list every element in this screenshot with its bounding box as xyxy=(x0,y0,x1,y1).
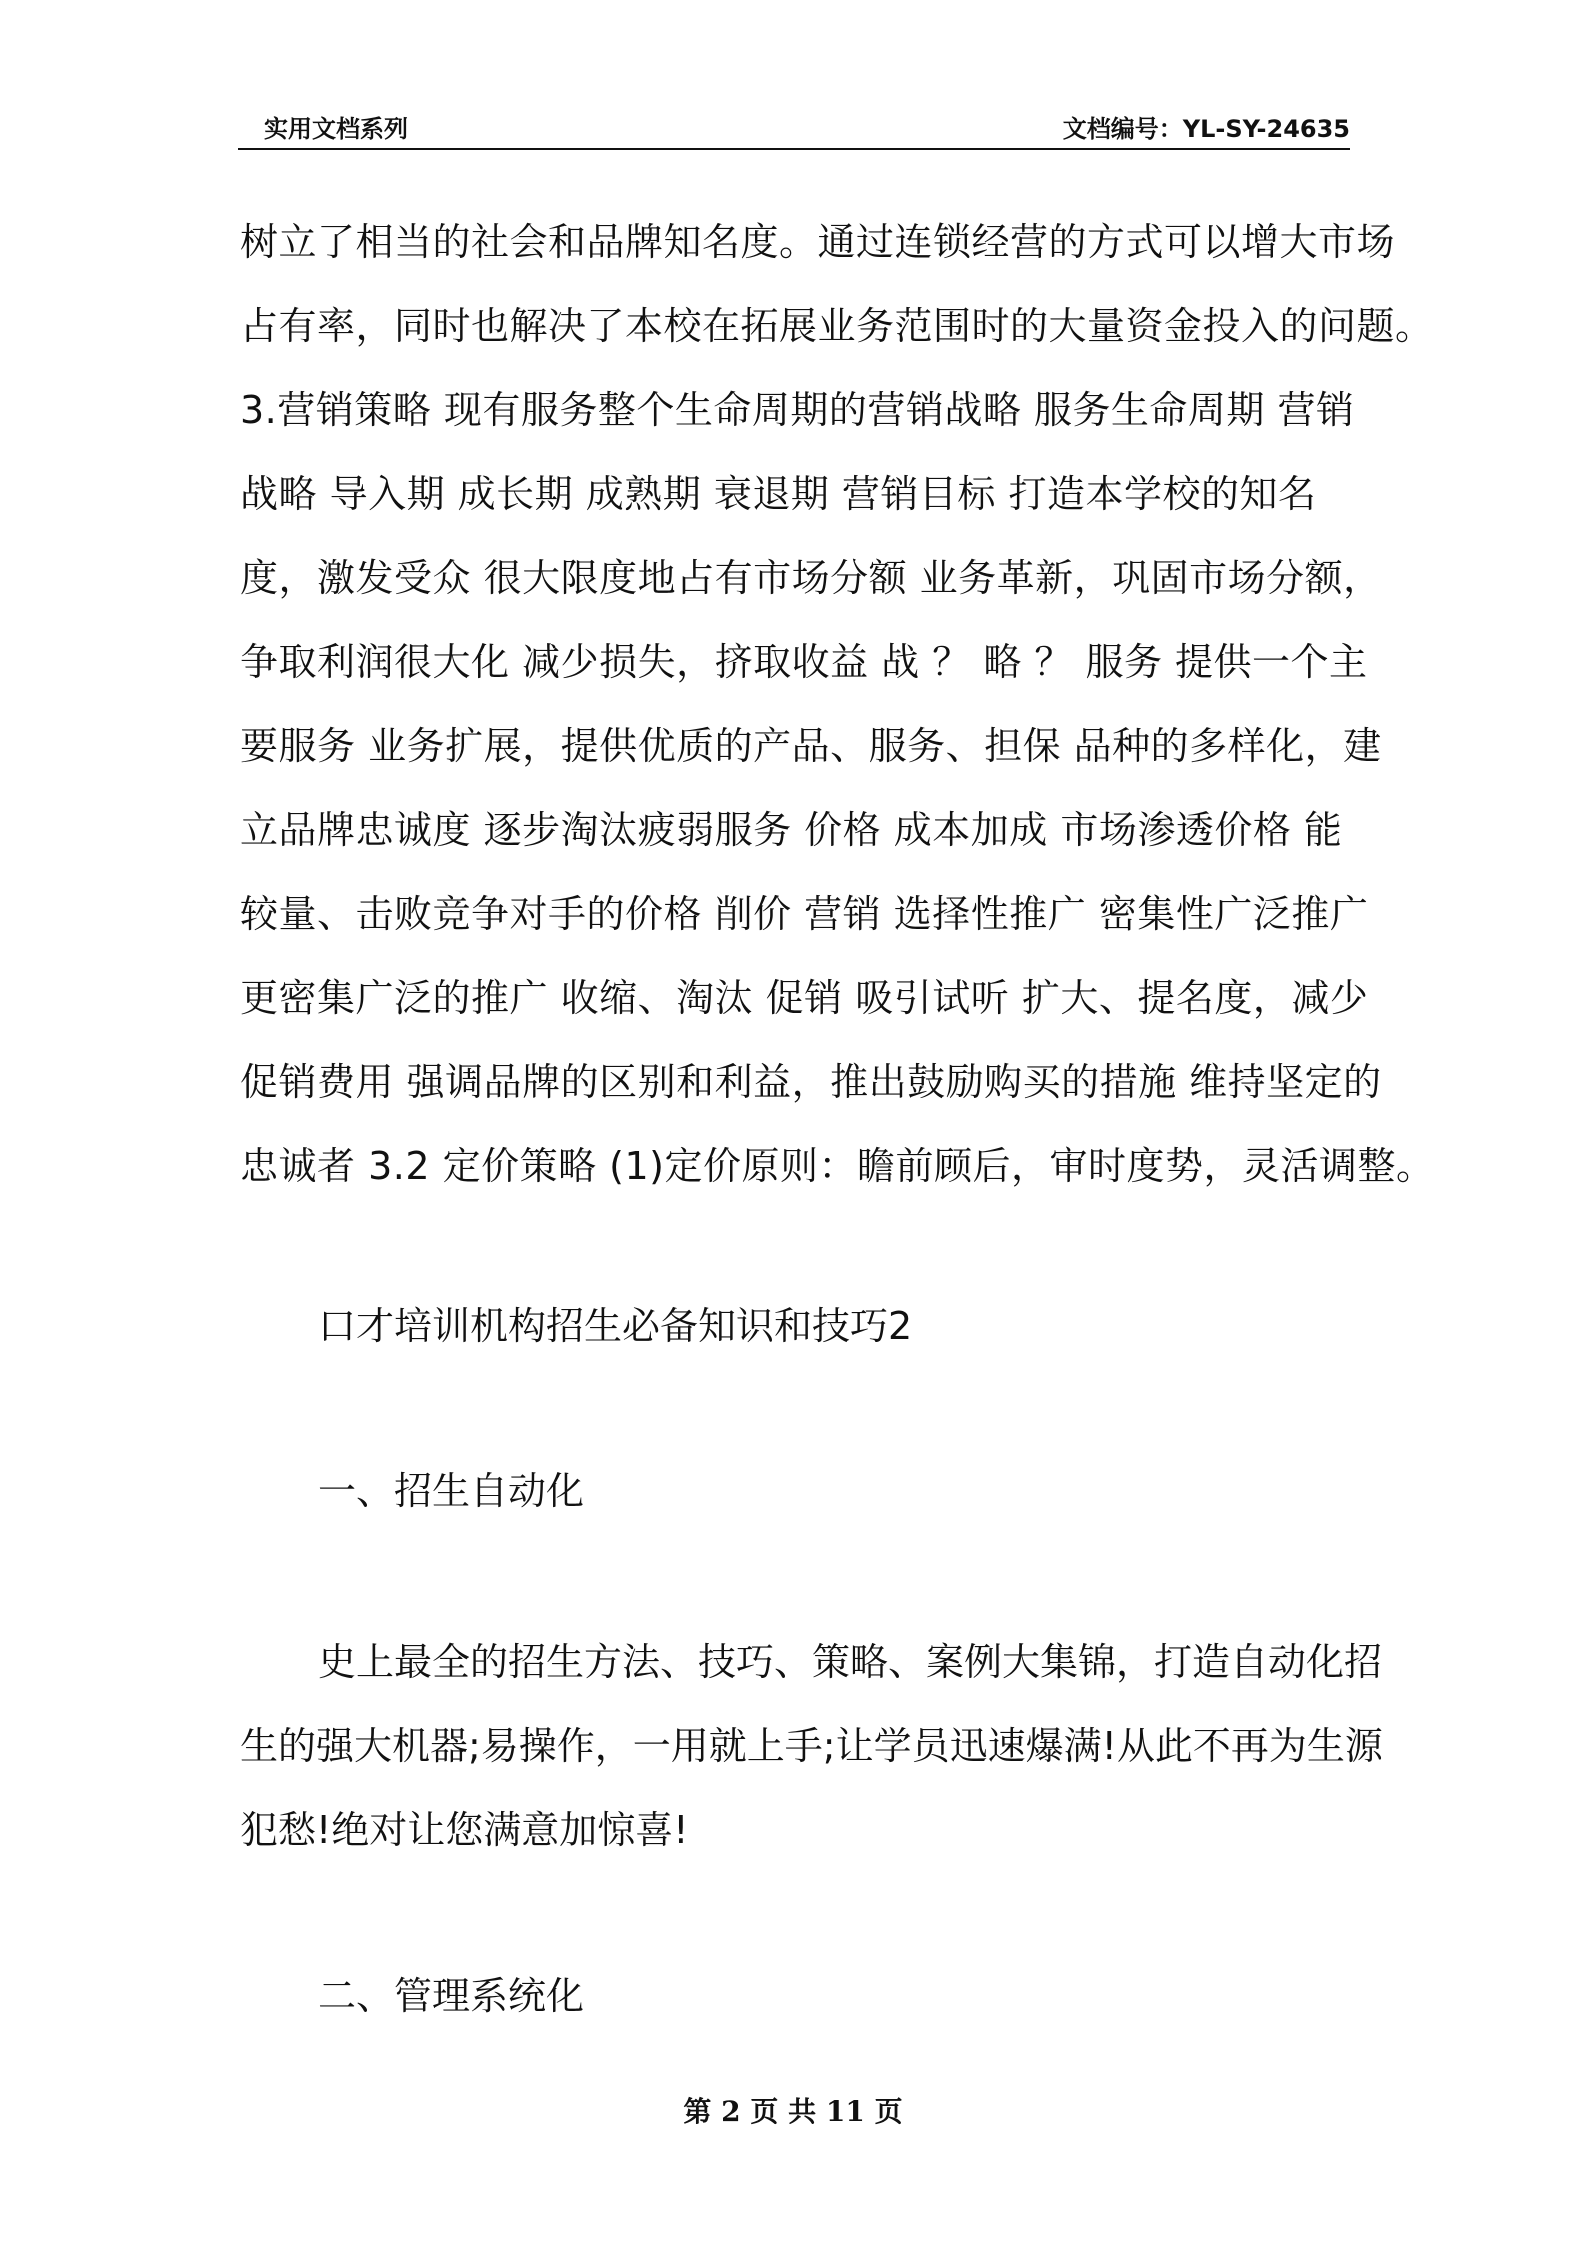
body-line: 战略 导入期 成长期 成熟期 衰退期 营销目标 打造本学校的知名 xyxy=(240,472,1317,516)
body-line: 3.营销策略 现有服务整个生命周期的营销战略 服务生命周期 营销 xyxy=(240,388,1355,432)
section-title: 口才培训机构招生必备知识和技巧2 xyxy=(318,1304,913,1348)
body-line: 要服务 业务扩展，提供优质的产品、服务、担保 品种的多样化，建 xyxy=(240,724,1382,768)
body-line: 忠诚者 3.2 定价策略 (1)定价原则：瞻前顾后，审时度势，灵活调整。 xyxy=(240,1144,1435,1188)
section1-line: 生的强大机器;易操作，一用就上手;让学员迅速爆满!从此不再为生源 xyxy=(240,1724,1383,1768)
body-line: 较量、击败竞争对手的价格 削价 营销 选择性推广 密集性广泛推广 xyxy=(240,892,1369,936)
body-line: 树立了相当的社会和品牌知名度。通过连锁经营的方式可以增大市场 xyxy=(240,220,1396,264)
body-line: 立品牌忠诚度 逐步淘汰疲弱服务 价格 成本加成 市场渗透价格 能 xyxy=(240,808,1343,852)
section1-line: 史上最全的招生方法、技巧、策略、案例大集锦，打造自动化招 xyxy=(318,1640,1383,1684)
section1-paragraph xyxy=(240,1620,1383,1872)
section1-line: 犯愁!绝对让您满意加惊喜! xyxy=(240,1808,689,1852)
header-series-label: 实用文档系列 xyxy=(264,115,408,143)
body-line: 促销费用 强调品牌的区别和利益，推出鼓励购买的措施 维持坚定的 xyxy=(240,1060,1382,1104)
body-line: 争取利润很大化 减少损失，挤取收益 战 ？ 略 ？ 服务 提供一个主 xyxy=(240,640,1368,684)
body-line: 占有率，同时也解决了本校在拓展业务范围时的大量资金投入的问题。 xyxy=(240,304,1434,348)
section1-heading: 一、招生自动化 xyxy=(318,1469,585,1513)
header-document-number: 文档编号：YL-SY-24635 xyxy=(1062,115,1350,143)
page-footer: 第 2 页 共 11 页 xyxy=(683,2095,903,2128)
page-header xyxy=(238,108,1350,150)
section2-heading: 二、管理系统化 xyxy=(318,1974,585,2018)
body-paragraph xyxy=(240,200,1435,1208)
body-line: 更密集广泛的推广 收缩、淘汰 促销 吸引试听 扩大、提名度，减少 xyxy=(240,976,1369,1020)
body-line: 度，激发受众 很大限度地占有市场分额 业务革新，巩固市场分额， xyxy=(240,556,1382,600)
